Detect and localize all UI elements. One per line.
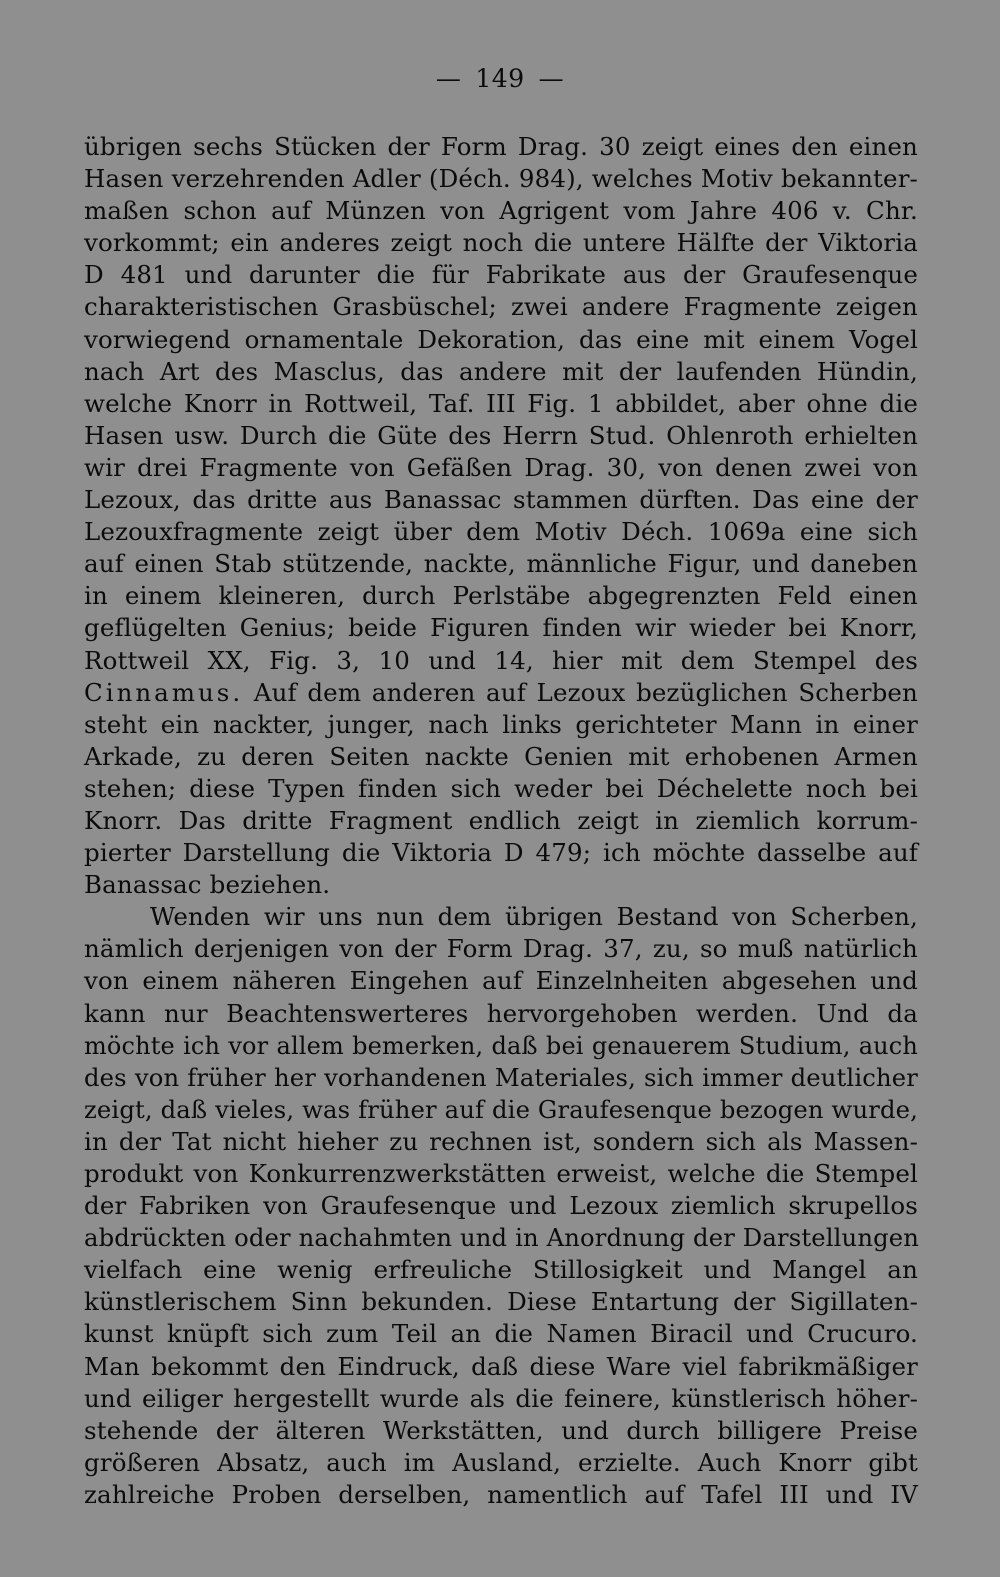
text-line: charakteristischen Grasbüschel; zwei andere Fragmente zeigen bbox=[84, 292, 918, 322]
text-line: Hasen verzehrenden Adler (Déch. 984), welches Motiv bekannter- bbox=[84, 164, 918, 194]
text-line: zahlreiche Proben derselben, namentlich auf Tafel III und IV bbox=[84, 1479, 918, 1509]
text-line: Rottweil XX, Fig. 3, 10 und 14, hier mit dem Stempel des bbox=[84, 645, 918, 675]
body-text bbox=[84, 131, 918, 1511]
text-line: geflügelten Genius; beide Figuren finden wir wieder bei Knorr, bbox=[84, 613, 918, 643]
text-line: welche Knorr in Rottweil, Taf. III Fig. 1 abbildet, aber ohne die bbox=[84, 388, 918, 418]
page-header bbox=[0, 62, 1000, 96]
text-line: Banassac beziehen. bbox=[84, 870, 331, 900]
text-line: maßen schon auf Münzen von Agrigent vom Jahre 406 v. Chr. bbox=[84, 196, 918, 226]
text-line: Lezouxfragmente zeigt über dem Motiv Déch. 1069a eine sich bbox=[84, 517, 918, 547]
text-line: kunst knüpft sich zum Teil an die Namen Biracil und Crucuro. bbox=[84, 1319, 918, 1349]
text-line: Knorr. Das dritte Fragment endlich zeigt in ziemlich korrum- bbox=[84, 805, 918, 835]
text-line: Wenden wir uns nun dem übrigen Bestand von Scherben, bbox=[150, 902, 918, 932]
text-line: übrigen sechs Stücken der Form Drag. 30 zeigt eines den einen bbox=[84, 132, 918, 161]
text-line: abdrückten oder nachahmten und in Anordnung der Darstellungen bbox=[84, 1223, 920, 1253]
text-line: in einem kleineren, durch Perlstäbe abgegrenzten Feld einen bbox=[84, 581, 918, 611]
text-line: Arkade, zu deren Seiten nackte Genien mit erhobenen Armen bbox=[84, 741, 918, 771]
text-line: möchte ich vor allem bemerken, daß bei genauerem Studium, auch bbox=[84, 1031, 918, 1060]
text-line: D 481 und darunter die für Fabrikate aus der Graufesenque bbox=[84, 260, 918, 290]
text-line: vorwiegend ornamentale Dekoration, das eine mit einem Vogel bbox=[84, 324, 918, 354]
text-line bbox=[84, 677, 918, 709]
spaced-name-cinnamus: Cinnamus. bbox=[84, 677, 244, 707]
text-line: künstlerischem Sinn bekunden. Diese Entartung der Sigillaten- bbox=[84, 1287, 918, 1317]
text-line: nämlich derjenigen von der Form Drag. 37, zu, so muß natürlich bbox=[84, 934, 918, 964]
text-line: stehen; diese Typen finden sich weder bei Déchelette noch bei bbox=[84, 773, 918, 803]
text-line: zeigt, daß vieles, was früher auf die Graufesenque bezogen wurde, bbox=[84, 1094, 918, 1124]
text-line: stehende der älteren Werkstätten, und durch billigere Preise bbox=[84, 1415, 918, 1445]
text-line: nach Art des Masclus, das andere mit der laufenden Hündin, bbox=[84, 356, 918, 386]
text-line: vorkommt; ein anderes zeigt noch die untere Hälfte der Viktoria bbox=[84, 228, 918, 258]
text-line: größeren Absatz, auch im Ausland, erzielte. Auch Knorr gibt bbox=[84, 1447, 918, 1477]
text-line: Hasen usw. Durch die Güte des Herrn Stud. Ohlenroth erhielten bbox=[84, 420, 918, 450]
text-line: und eiliger hergestellt wurde als die feinere, künstlerisch höher- bbox=[84, 1383, 918, 1413]
text-line: der Fabriken von Graufesenque und Lezoux ziemlich skrupellos bbox=[84, 1191, 918, 1221]
text-line: pierter Darstellung die Viktoria D 479; ich möchte dasselbe auf bbox=[84, 838, 918, 868]
text-line: kann nur Beachtenswerteres hervorgehoben werden. Und da bbox=[84, 998, 918, 1028]
paragraph-2 bbox=[84, 901, 918, 1511]
header-dash-right: — bbox=[538, 64, 565, 93]
text-line: auf einen Stab stützende, nackte, männliche Figur, und daneben bbox=[84, 549, 918, 579]
text-line: Lezoux, das dritte aus Banassac stammen dürften. Das eine der bbox=[84, 485, 918, 515]
text-line: von einem näheren Eingehen auf Einzelnheiten abgesehen und bbox=[84, 966, 918, 996]
text-line: wir drei Fragmente von Gefäßen Drag. 30, von denen zwei von bbox=[84, 452, 918, 482]
header-dash-left: — bbox=[435, 64, 462, 93]
text-line: produkt von Konkurrenzwerkstätten erweist, welche die Stempel bbox=[84, 1159, 918, 1188]
text-line: steht ein nackter, junger, nach links gerichteter Mann in einer bbox=[84, 709, 918, 739]
text-line: vielfach eine wenig erfreuliche Stillosigkeit und Mangel an bbox=[84, 1255, 918, 1285]
page-number: 149 bbox=[475, 64, 525, 93]
text-line-rest: Auf dem anderen auf Lezoux bezüglichen Scherben bbox=[243, 677, 918, 707]
text-line: Man bekommt den Eindruck, daß diese Ware viel fabrikmäßiger bbox=[84, 1351, 918, 1381]
paragraph-1 bbox=[84, 131, 918, 901]
text-line: in der Tat nicht hieher zu rechnen ist, sondern sich als Massen- bbox=[84, 1126, 918, 1156]
text-line: des von früher her vorhandenen Materiales, sich immer deutlicher bbox=[84, 1062, 918, 1092]
